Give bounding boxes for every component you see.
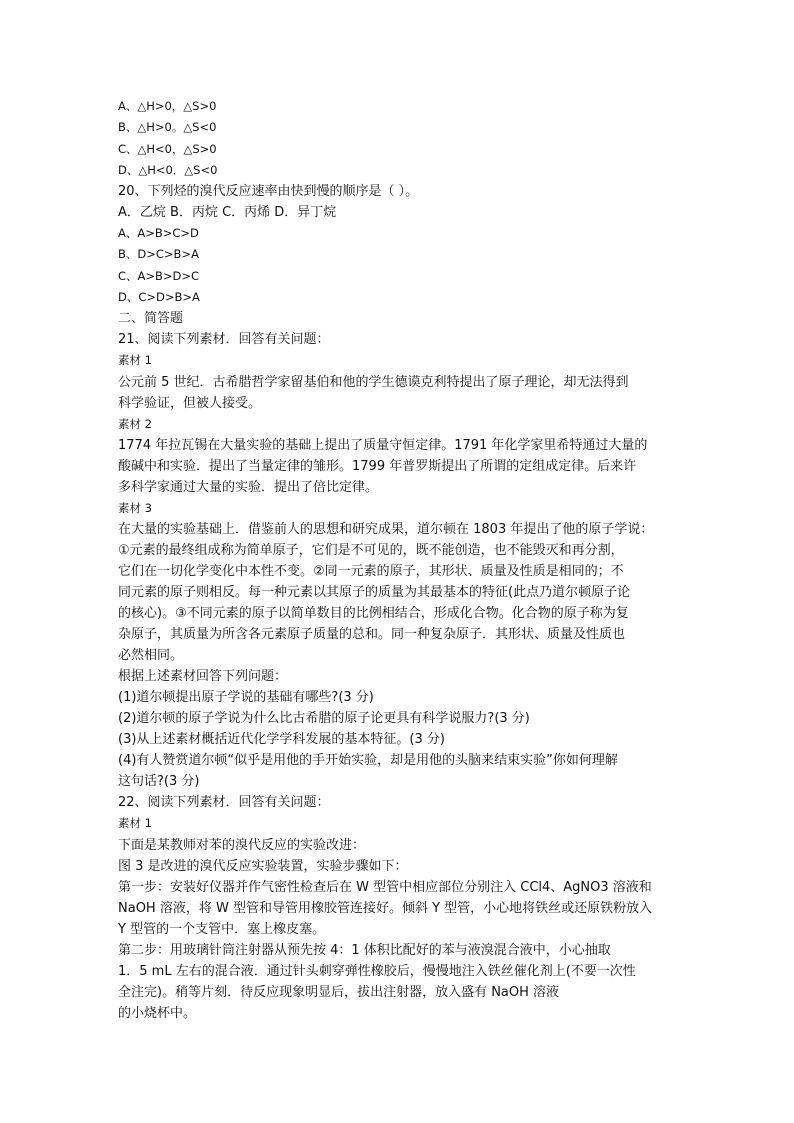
q22-line: 下面是某教师对苯的溴代反应的实验改进： (118, 837, 366, 853)
exam-page (118, 96, 678, 1024)
q21-question: (2)道尔顿的原子学说为什么比古希腊的原子论更具有科学说服力?(3 分) (118, 711, 530, 727)
q22-line: NaOH 溶液，将 W 型管和导管用橡胶管连接好。倾斜 Y 型管，小心地将铁丝或还原铁粉放入 (118, 900, 653, 916)
q19-option-a: A、△H>0，△S>0 (118, 99, 217, 113)
q21-material-3-line: ①元素的最终组成称为简单原子，它们是不可见的，既不能创造，也不能毁灭和再分割， (118, 543, 624, 559)
q22-material-1-label: 素材 1 (118, 816, 152, 831)
q21-material-3-line: 同元素的原子则相反。每一种元素以其原子的质量为其最基本的特征(此点乃道尔顿原子论 (118, 585, 631, 601)
q21-material-1-line: 公元前 5 世纪．古希腊哲学家留基伯和他的学生德谟克利特提出了原子理论，却无法得到 (118, 374, 629, 390)
q20-stem: 20、下列烃的溴代反应速率由快到慢的顺序是（ ）。 (118, 184, 419, 200)
q19-option-b: B、△H>0。△S<0 (118, 120, 217, 135)
q21-material-3-label: 素材 3 (118, 500, 152, 515)
q21-material-2-line: 1774 年拉瓦锡在大量实验的基础上提出了质量守恒定律。1791 年化学家里希特通过大量的 (118, 437, 648, 453)
q22-line: 第一步：安装好仪器并作气密性检查后在 W 型管中相应部位分别注入 CCl4、AgNO3 溶液和 (118, 879, 652, 895)
q21-prompt: 根据上述素材回答下列问题： (118, 669, 288, 685)
q21-material-2-label: 素材 2 (118, 416, 152, 431)
q22-line: 第二步：用玻璃针筒注射器从预先按 4：1 体积比配好的苯与液溴混合液中，小心抽取 (118, 942, 611, 958)
section-title: 二、简答题 (118, 311, 184, 327)
q22-line: 图 3 是改进的溴代反应实验装置，实验步骤如下： (118, 858, 408, 874)
q21-material-1-line: 科学验证，但被人接受。 (118, 395, 262, 411)
q21-question: (4)有人赞赏道尔顿“似乎是用他的手开始实验，却是用他的头脑来结束实验”你如何理解 (118, 753, 618, 769)
q22-line: 全注完)。稍等片刻．待反应现象明显后，拔出注射器，放入盛有 NaOH 溶液 (118, 984, 560, 1000)
q21-material-2-line: 多科学家通过大量的实验．提出了倍比定律。 (118, 479, 379, 495)
q21-question: (1)道尔顿提出原子学说的基础有哪些?(3 分) (118, 690, 374, 706)
q21-material-3-line: 的核心)。③不同元素的原子以简单数目的比例相结合，形成化合物。化合物的原子称为复 (118, 606, 629, 622)
q20-option-a: A、A>B>C>D (118, 226, 199, 241)
q20-option-b: B、D>C>B>A (118, 247, 199, 262)
q21-stem: 21、阅读下列素材．回答有关问题： (118, 332, 330, 348)
q22-stem: 22、阅读下列素材．回答有关问题： (118, 795, 330, 811)
q19-option-d: D、△H<0．△S<0 (118, 162, 218, 177)
q21-question: (3)从上述素材概括近代化学学科发展的基本特征。(3 分) (118, 732, 445, 748)
q21-question: 这句话?(3 分) (118, 774, 200, 790)
q22-line: Y 型管的一个支管中．塞上橡皮塞。 (118, 921, 326, 937)
q21-material-2-line: 酸碱中和实验．提出了当量定律的雏形。1799 年普罗斯提出了所谓的定组成定律。后来许 (118, 458, 637, 474)
q20-option-d: D、C>D>B>A (118, 290, 200, 305)
q21-material-3-line: 杂原子，其质量为所含各元素原子质量的总和。同一种复杂原子．其形状、质量及性质也 (118, 627, 626, 643)
q19-option-c: C、△H<0，△S>0 (118, 141, 217, 156)
q21-material-3-line: 必然相同。 (118, 648, 184, 664)
q20-choices: A．乙烷 B．丙烷 C．丙烯 D．异丁烷 (118, 205, 337, 221)
q21-material-3-line: 它们在一切化学变化中本性不变。②同一元素的原子，其形状、质量及性质是相同的；不 (118, 564, 624, 580)
q22-line: 1．5 mL 左右的混合液．通过针头刺穿弹性橡胶后，慢慢地注入铁丝催化剂上(不要一次性 (118, 963, 636, 979)
q20-option-c: C、A>B>D>C (118, 268, 200, 283)
q21-material-3-line: 在大量的实验基础上．借鉴前人的思想和研究成果，道尔顿在 1803 年提出了他的原子学说： (118, 522, 654, 538)
q21-material-1-label: 素材 1 (118, 353, 152, 368)
q22-line: 的小烧杯中。 (118, 1005, 197, 1021)
